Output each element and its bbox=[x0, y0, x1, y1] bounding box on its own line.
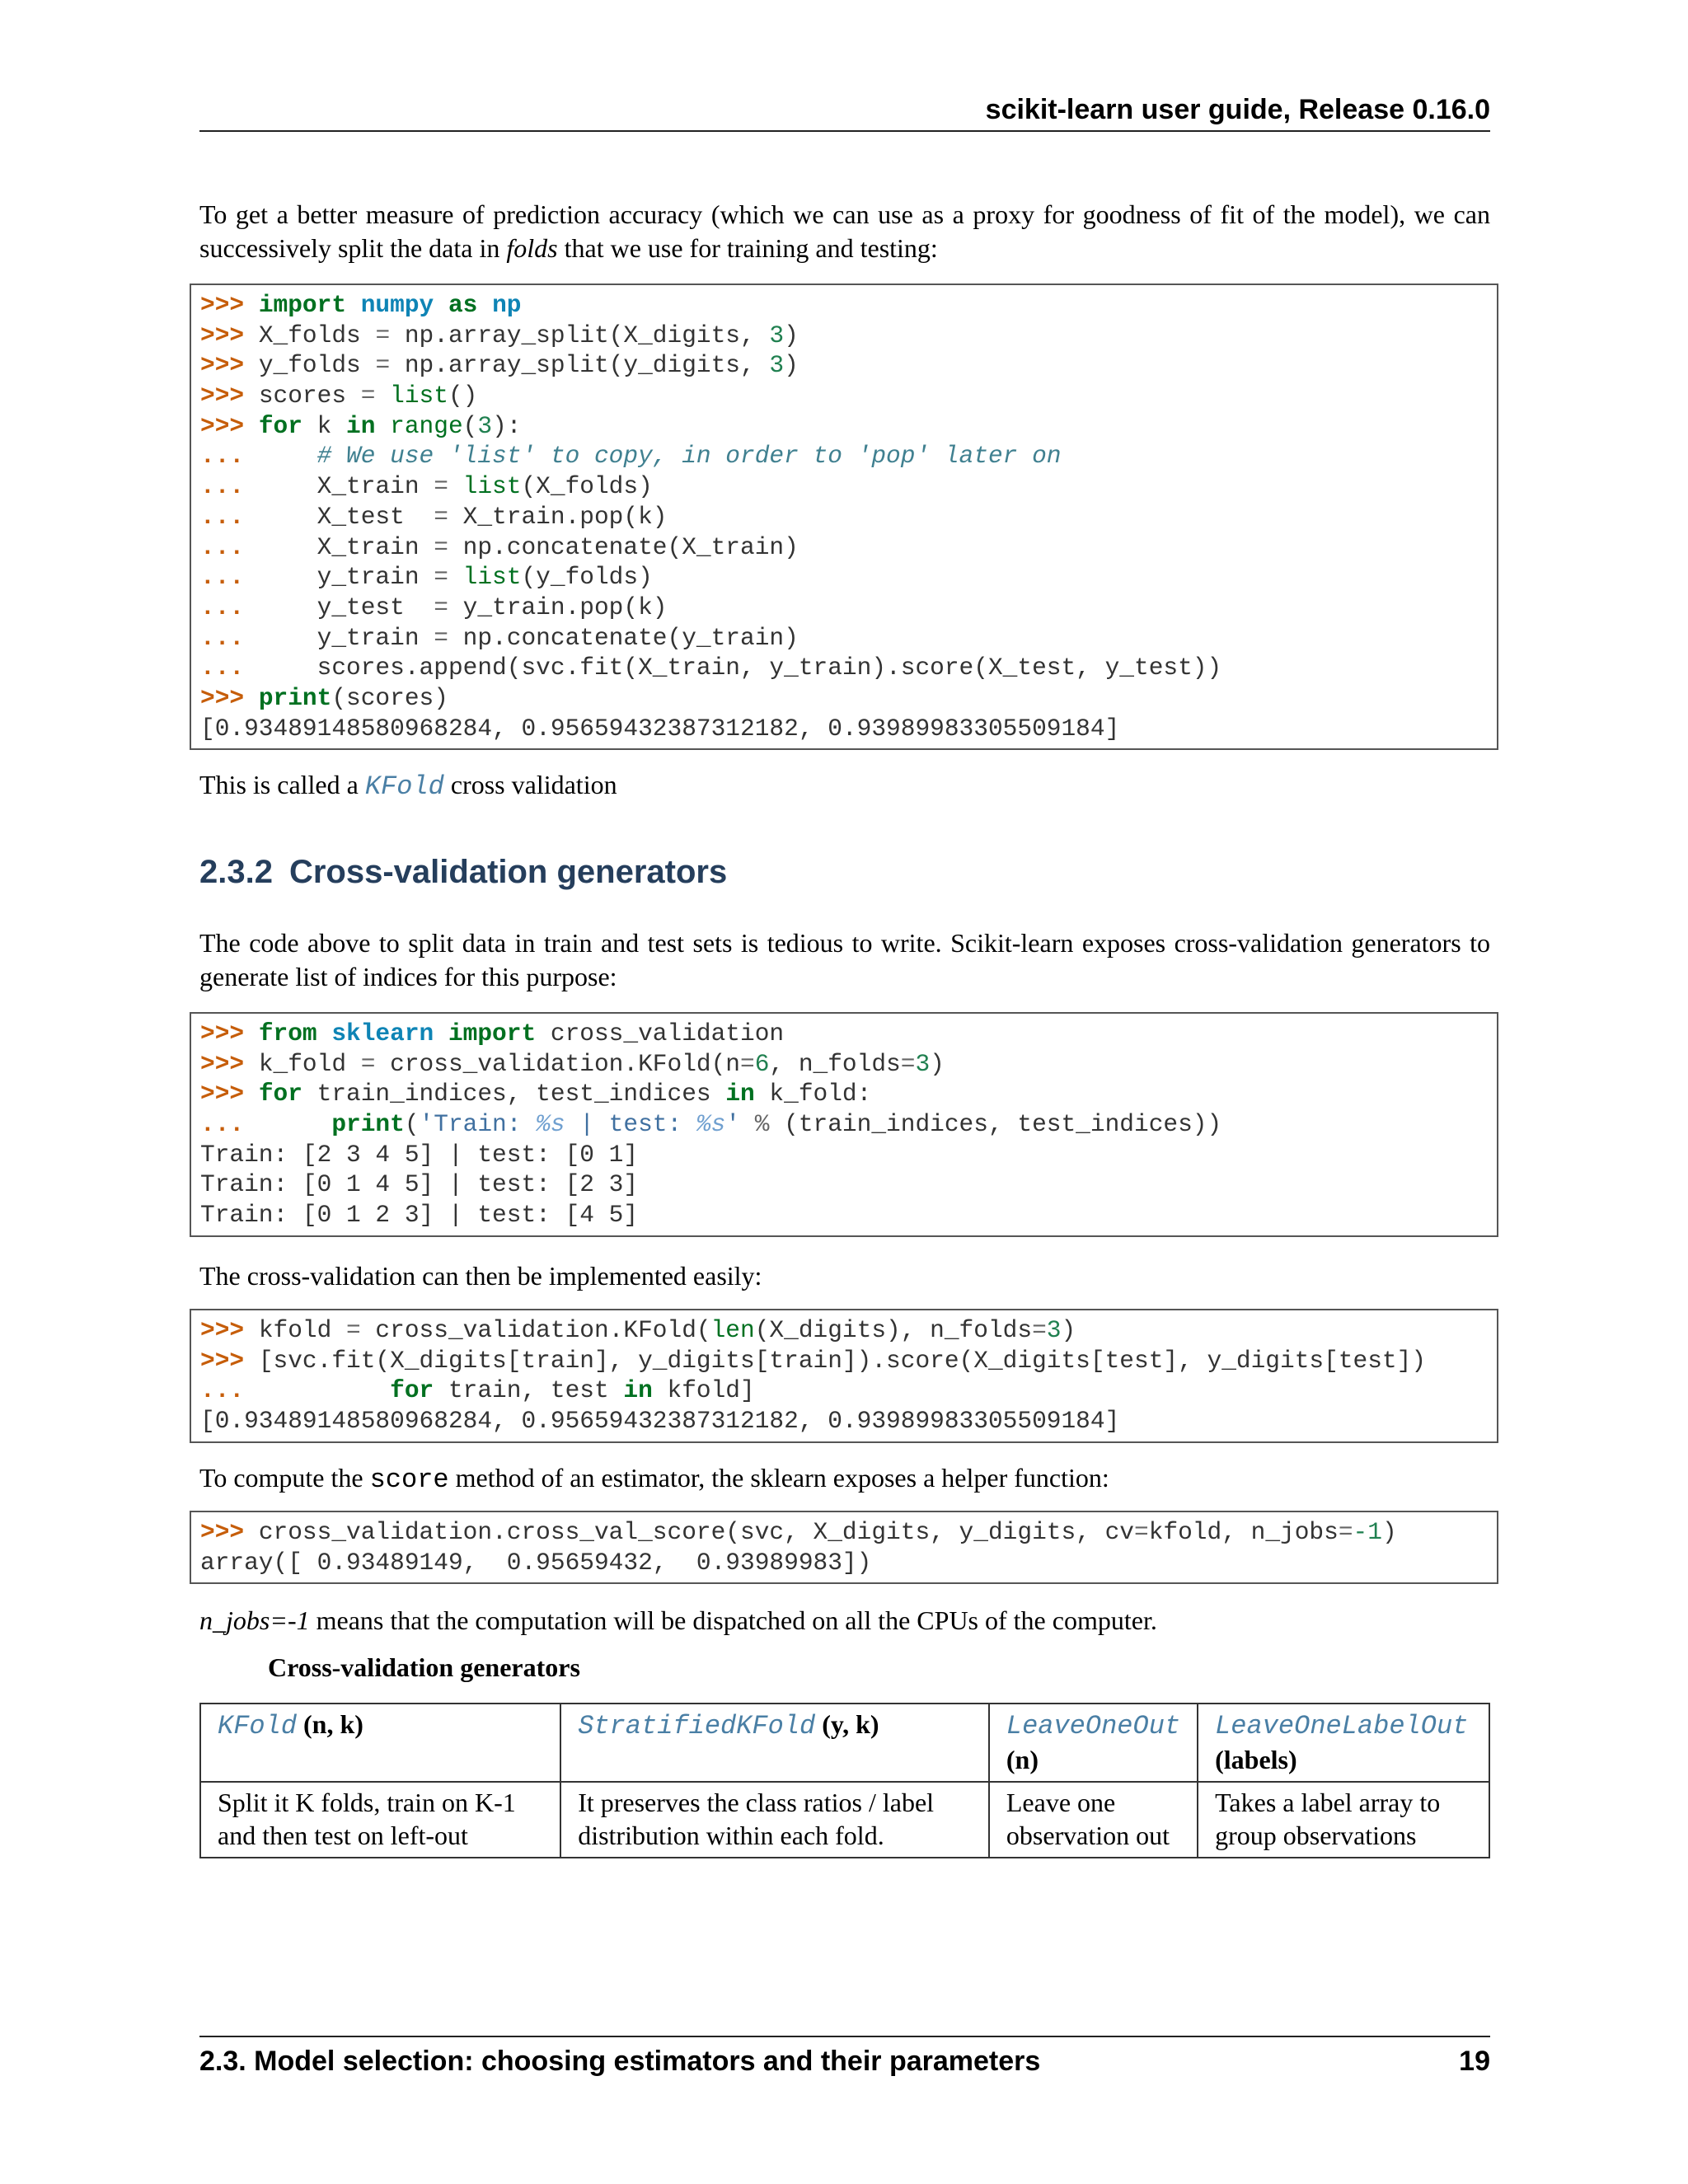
code-line: Train: [2 3 4 5] | test: [0 1] bbox=[200, 1140, 639, 1169]
table-cell: Takes a label array to group observations bbox=[1198, 1782, 1489, 1858]
code-line: ... X_train = list(X_folds) bbox=[200, 472, 653, 501]
code-line: [0.93489148580968284, 0.95659432387312182, 0.93989983305509184] bbox=[200, 1407, 1120, 1436]
leave-one-out-link[interactable]: LeaveOneOut bbox=[1006, 1711, 1181, 1741]
footer-section-title: 2.3. Model selection: choosing estimators and their parameters bbox=[199, 2046, 1041, 2077]
table-cell: Split it K folds, train on K-1 and then test on left-out bbox=[200, 1782, 560, 1858]
intro-text-end: that we use for training and testing: bbox=[557, 233, 938, 263]
code-line: ... scores.append(svc.fit(X_train, y_train).score(X_test, y_test)) bbox=[200, 654, 1222, 682]
leave-one-label-out-link[interactable]: LeaveOneLabelOut bbox=[1215, 1711, 1469, 1741]
generators-table bbox=[199, 1703, 1490, 1858]
kfold-note-text: This is called a bbox=[199, 770, 365, 799]
code-line: >>> scores = list() bbox=[200, 382, 478, 410]
leave-one-label-out-args: (labels) bbox=[1215, 1745, 1297, 1774]
njobs-note bbox=[199, 1604, 1490, 1638]
code-block-folds bbox=[190, 284, 1498, 750]
score-note-text-end: method of an estimator, the sklearn exposes a helper function: bbox=[448, 1463, 1109, 1493]
code-line: >>> print(scores) bbox=[200, 683, 448, 712]
table-row bbox=[200, 1782, 1489, 1858]
code-line: >>> for train_indices, test_indices in k_fold: bbox=[200, 1080, 872, 1108]
table-header-cell bbox=[560, 1704, 989, 1782]
code-line: ... y_train = np.concatenate(y_train) bbox=[200, 623, 799, 652]
stratified-kfold-args: (y, k) bbox=[822, 1709, 879, 1739]
kfold-class-link[interactable]: KFold bbox=[218, 1711, 298, 1741]
code-line: >>> kfold = cross_validation.KFold(len(X_digits), n_folds=3) bbox=[200, 1316, 1076, 1344]
code-line: >>> k_fold = cross_validation.KFold(n=6, n_folds=3) bbox=[200, 1049, 945, 1078]
kfold-link[interactable]: KFold bbox=[364, 771, 444, 802]
code-line: ... X_test = X_train.pop(k) bbox=[200, 502, 668, 531]
generators-intro: The code above to split data in train and test sets is tedious to write. Scikit-learn exposes cross-validation generators to generate list of indices for this purpose: bbox=[199, 928, 1490, 991]
code-block-kfold-generator bbox=[190, 1012, 1498, 1237]
score-note-text: To compute the bbox=[199, 1463, 370, 1493]
section-number: 2.3.2 bbox=[199, 854, 273, 890]
code-line: ... y_test = y_train.pop(k) bbox=[200, 593, 668, 621]
code-line: >>> cross_validation.cross_val_score(svc, X_digits, y_digits, cv=kfold, n_jobs=-1) bbox=[200, 1518, 1397, 1546]
code-line: ... X_train = np.concatenate(X_train) bbox=[200, 532, 799, 561]
code-block-implementation bbox=[190, 1309, 1498, 1443]
njobs-emphasis: n_jobs=-1 bbox=[199, 1605, 310, 1635]
code-line: >>> for k in range(3): bbox=[200, 411, 522, 440]
implementation-note: The cross-validation can then be implemented easily: bbox=[199, 1261, 762, 1291]
table-header-row bbox=[200, 1704, 1489, 1782]
table-cell: Leave one observation out bbox=[989, 1782, 1198, 1858]
code-block-cross-val-score bbox=[190, 1511, 1498, 1584]
table-cell: It preserves the class ratios / label distribution within each fold. bbox=[560, 1782, 989, 1858]
kfold-note-text-end: cross validation bbox=[443, 770, 617, 799]
code-line: >>> y_folds = np.array_split(y_digits, 3) bbox=[200, 351, 799, 380]
code-line: array([ 0.93489149, 0.95659432, 0.93989983]) bbox=[200, 1548, 872, 1577]
code-line: ... print('Train: %s | test: %s' % (train_indices, test_indices)) bbox=[200, 1110, 1222, 1139]
document-title: scikit-learn user guide, Release 0.16.0 bbox=[985, 94, 1490, 125]
stratified-kfold-link[interactable]: StratifiedKFold bbox=[578, 1711, 816, 1741]
leave-one-out-args: (n) bbox=[1006, 1745, 1039, 1774]
page-number: 19 bbox=[1459, 2046, 1490, 2077]
table-header-cell bbox=[989, 1704, 1198, 1782]
intro-text: To get a better measure of prediction accuracy (which we can use as a proxy for goodness of fit of the model), we can successively split the data in bbox=[199, 199, 1490, 263]
intro-paragraph bbox=[199, 198, 1490, 265]
table-header-cell bbox=[1198, 1704, 1489, 1782]
page-header bbox=[199, 92, 1490, 132]
njobs-text: means that the computation will be dispatched on all the CPUs of the computer. bbox=[309, 1605, 1157, 1635]
code-line: >>> from sklearn import cross_validation bbox=[200, 1019, 785, 1047]
score-note bbox=[199, 1461, 1490, 1497]
section-heading bbox=[199, 854, 727, 891]
kfold-args: (n, k) bbox=[303, 1709, 363, 1739]
code-line: Train: [0 1 2 3] | test: [4 5] bbox=[200, 1201, 639, 1230]
code-line: ... y_train = list(y_folds) bbox=[200, 563, 653, 592]
table-caption: Cross-validation generators bbox=[268, 1652, 580, 1682]
code-line: >>> X_folds = np.array_split(X_digits, 3) bbox=[200, 321, 799, 349]
code-line: ... # We use 'list' to copy, in order to 'pop' later on bbox=[200, 442, 1062, 471]
code-line: ... for train, test in kfold] bbox=[200, 1376, 755, 1405]
code-line: >>> [svc.fit(X_digits[train], y_digits[train]).score(X_digits[test], y_digits[test]) bbox=[200, 1346, 1427, 1375]
kfold-note bbox=[199, 768, 1490, 804]
code-line: [0.93489148580968284, 0.95659432387312182, 0.93989983305509184] bbox=[200, 714, 1120, 743]
section-title: Cross-validation generators bbox=[288, 854, 728, 890]
score-code: score bbox=[369, 1465, 449, 1495]
code-line: Train: [0 1 4 5] | test: [2 3] bbox=[200, 1170, 639, 1199]
table-header-cell bbox=[200, 1704, 560, 1782]
code-line: >>> import numpy as np bbox=[200, 291, 522, 319]
intro-emphasis: folds bbox=[506, 233, 558, 263]
page-footer bbox=[199, 2036, 1490, 2078]
